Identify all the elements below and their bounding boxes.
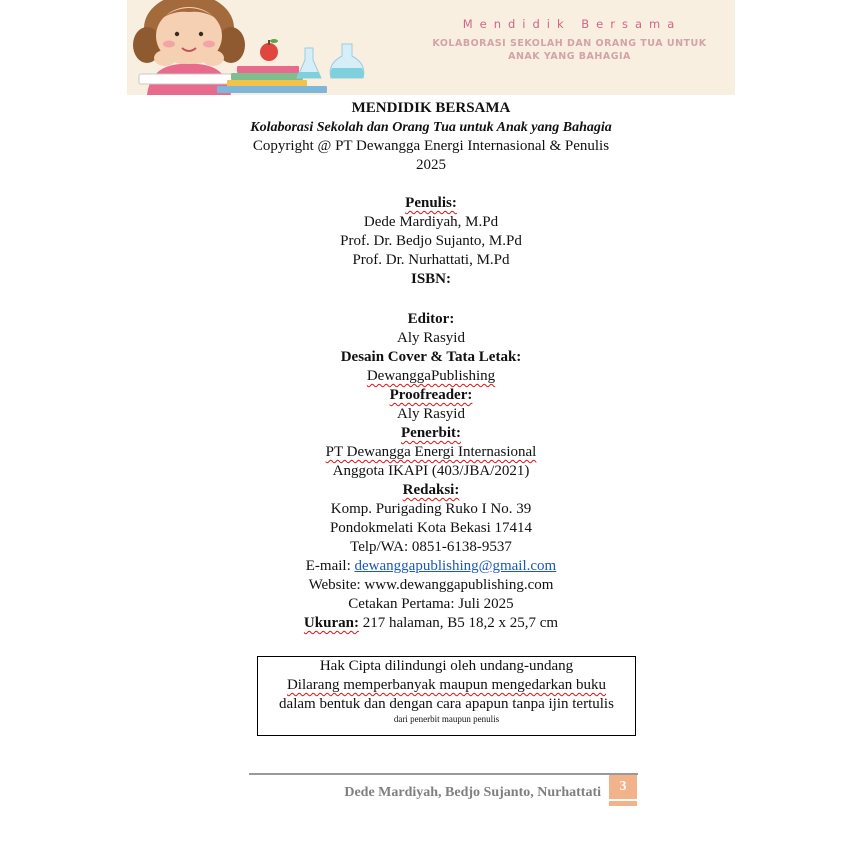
banner-subtitle (407, 37, 732, 63)
editor-name: Aly Rasyid (397, 330, 465, 346)
size-value: 217 halaman, B5 18,2 x 25,7 cm (358, 615, 559, 631)
book-title: MENDIDIK BERSAMA (351, 100, 511, 116)
proofreader-name: Aly Rasyid (397, 406, 465, 422)
notice-line4: dari penerbit maupun penulis (393, 714, 500, 724)
notice-line3: dalam bentuk dan dengan cara apapun tanpa ijin tertulis (279, 696, 614, 712)
publisher-member: Anggota IKAPI (403/JBA/2021) (332, 463, 530, 479)
editor-label: Editor: (407, 311, 455, 327)
page-number-badge: 3 (609, 775, 637, 799)
proofreader-label: Proofreader: (389, 387, 473, 403)
authors-label: Penulis: (405, 195, 457, 211)
footer-divider (249, 773, 638, 775)
notice-line2: Dilarang memperbanyak maupun mengedarkan buku (286, 677, 607, 693)
authors-block (200, 194, 662, 289)
design-name: DewanggaPublishing (366, 368, 496, 384)
redaksi-printing: Cetakan Pertama: Juli 2025 (348, 596, 514, 612)
author-name: Prof. Dr. Bedjo Sujanto, M.Pd (340, 233, 522, 249)
header-banner (127, 0, 735, 95)
redaksi-label: Redaksi: (402, 482, 460, 498)
redaksi-size (200, 614, 662, 633)
author-name: Prof. Dr. Nurhattati, M.Pd (352, 252, 510, 268)
redaksi-phone: Telp/WA: 0851-6138-9537 (350, 539, 512, 555)
copyright-year: 2025 (416, 157, 446, 173)
footer-authors: Dede Mardiyah, Bedjo Sujanto, Nurhattati (344, 785, 601, 800)
redaksi-website: Website: www.dewanggapublishing.com (308, 577, 554, 593)
banner-title: Mendidik Bersama (462, 17, 682, 31)
book-subtitle: Kolaborasi Sekolah dan Orang Tua untuk Anak yang Bahagia (250, 120, 612, 135)
size-label: Ukuran: (303, 615, 359, 631)
redaksi-email-line (200, 557, 662, 576)
banner-subtitle-line1: KOLABORASI SEKOLAH DAN ORANG TUA UNTUK (432, 38, 707, 49)
book-title-block (200, 99, 662, 175)
page-number-bar (609, 801, 637, 806)
email-link[interactable]: dewanggapublishing@gmail.com (354, 558, 557, 574)
banner-subtitle-line2: ANAK YANG BAHAGIA (508, 51, 631, 62)
redaksi-address2: Pondokmelati Kota Bekasi 17414 (329, 520, 533, 536)
design-label: Desain Cover & Tata Letak: (340, 349, 522, 365)
email-label: E-mail: (305, 558, 355, 574)
copyright-line: Copyright @ PT Dewangga Energi Internasional & Penulis (252, 138, 610, 154)
credits-block (200, 310, 662, 633)
copyright-notice-box (257, 656, 636, 736)
publisher-name: PT Dewangga Energi Internasional (325, 444, 537, 460)
redaksi-address1: Komp. Purigading Ruko I No. 39 (330, 501, 532, 517)
girl-reading-illustration (127, 0, 412, 95)
isbn-label: ISBN: (410, 271, 451, 287)
author-name: Dede Mardiyah, M.Pd (363, 214, 499, 230)
notice-line1: Hak Cipta dilindungi oleh undang-undang (319, 658, 574, 674)
publisher-label: Penerbit: (401, 425, 461, 441)
